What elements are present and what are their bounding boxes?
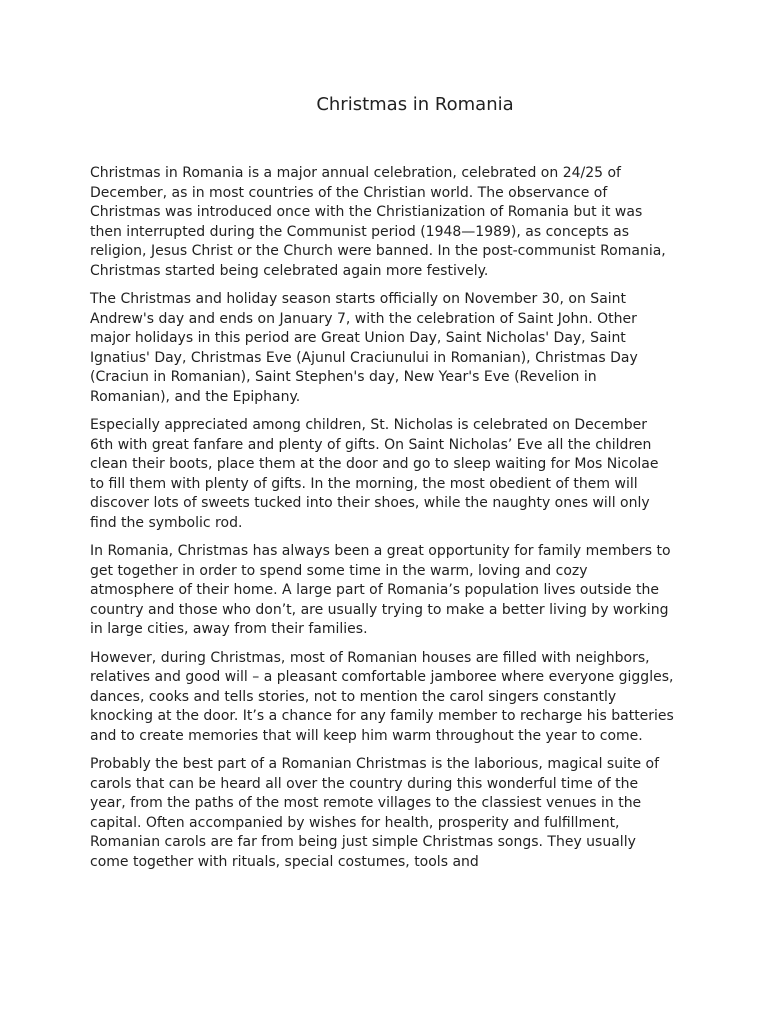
document-body <box>90 164 674 881</box>
paragraph: Especially appreciated among children, St. Nicholas is celebrated on December 6th with great fanfare and plenty of gifts. On Saint Nicholas’ Eve all the children clean their boots, place them at the door and go to sleep waiting for Mos Nicolae to fill them with plenty of gifts. In the morning, the most obedient of them will discover lots of sweets tucked into their shoes, while the naughty ones will only find the symbolic rod. <box>90 417 659 531</box>
page-title: Christmas in Romania <box>316 94 514 115</box>
paragraph: The Christmas and holiday season starts officially on November 30, on Saint Andrew's day and ends on January 7, with the celebration of Saint John. Other major holidays in this period are Great Union Day, Saint Nicholas' Day, Saint Ignatius' Day, Christmas Eve (Ajunul Craciunului in Romanian), Christmas Day (Craciun in Romanian), Saint Stephen's day, New Year's Eve (Revelion in Romanian), and the Epiphany. <box>90 291 638 405</box>
paragraph: Christmas in Romania is a major annual celebration, celebrated on 24/25 of December, as in most countries of the Christian world. The observance of Christmas was introduced once with the Christianization of Romania but it was then interrupted during the Communist period (1948—1989), as concepts as religion, Jesus Christ or the Church were banned. In the post-communist Romania, Christmas started being celebrated again more festively. <box>90 165 666 279</box>
paragraph: Probably the best part of a Romanian Christmas is the laborious, magical suite of carols that can be heard all over the country during this wonderful time of the year, from the paths of the most remote villages to the classiest venues in the capital. Often accompanied by wishes for health, prosperity and fulfillment, Romanian carols are far from being just simple Christmas songs. They usually come together with rituals, special costumes, tools and <box>90 756 660 870</box>
paragraph: However, during Christmas, most of Romanian houses are filled with neighbors, relatives and good will – a pleasant comfortable jamboree where everyone giggles, dances, cooks and tells stories, not to mention the carol singers constantly knocking at the door. It’s a chance for any family member to recharge his batteries and to create memories that will keep him warm throughout the year to come. <box>90 649 674 744</box>
paragraph: In Romania, Christmas has always been a great opportunity for family members to get together in order to spend some time in the warm, loving and cozy atmosphere of their home. A large part of Romania’s population lives outside the country and those who don’t, are usually trying to make a better living by working in large cities, away from their families. <box>90 543 671 637</box>
